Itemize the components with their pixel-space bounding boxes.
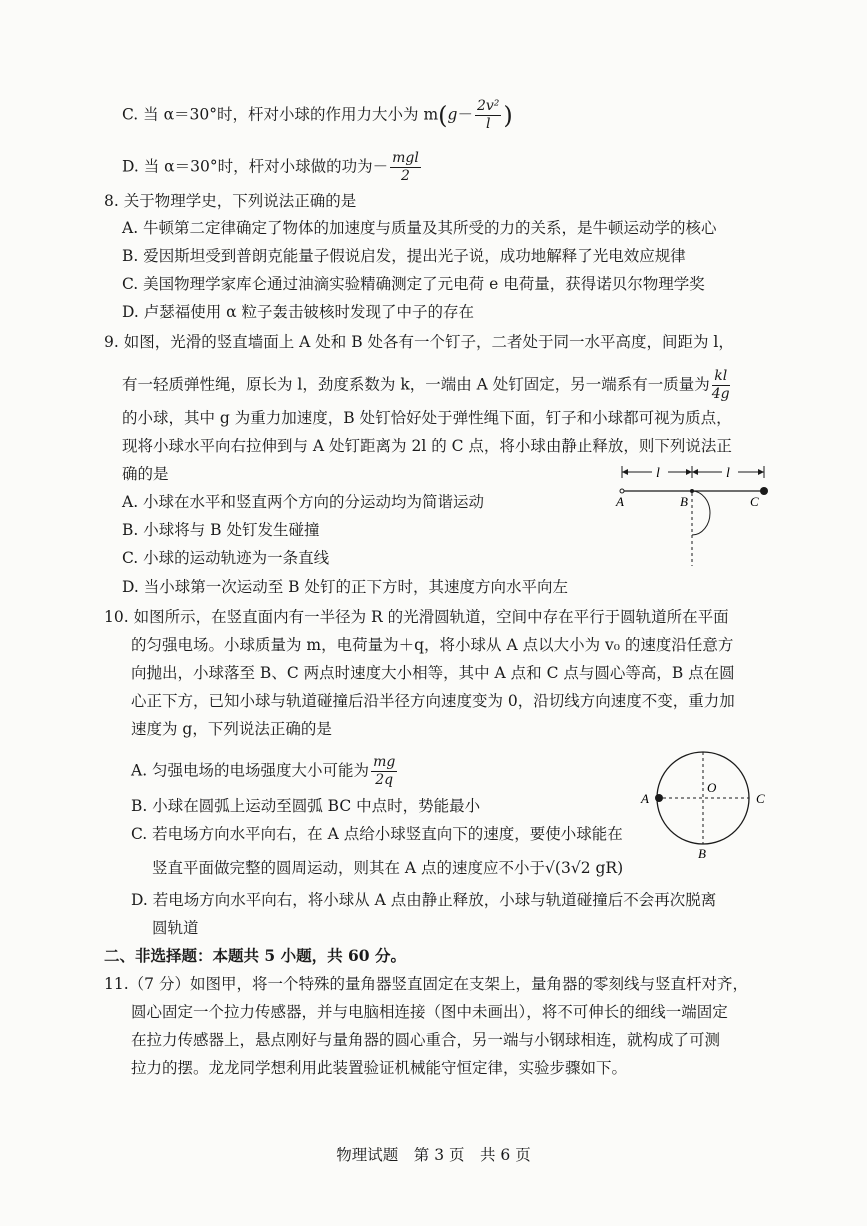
q9-stem-line5: 确的是 bbox=[122, 465, 169, 483]
q10-label-c: C bbox=[756, 791, 765, 806]
q7-option-c-text: C. 当 α＝30°时，杆对小球的作用力大小为 m bbox=[122, 105, 439, 124]
q9-mass-fraction: $\frac{kl}{4g}$ bbox=[711, 368, 730, 402]
q11-stem-line1: 11.（7 分）如图甲，将一个特殊的量角器竖直固定在支架上，量角器的零刻线与竖直杆对齐， bbox=[104, 975, 748, 993]
q9-arc bbox=[692, 491, 710, 535]
q10-option-d-line2: 圆轨道 bbox=[152, 919, 199, 937]
q10-option-a: A. 匀强电场的电场强度大小可能为 $\frac{mg}{2q}$ bbox=[131, 754, 396, 788]
q8-option-d: D. 卢瑟福使用 α 粒子轰击铍核时发现了中子的存在 bbox=[122, 303, 475, 321]
q7-option-c: C. 当 α＝30°时，杆对小球的作用力大小为 m(g－ $\frac{\text{2v²}}{l}$ ) bbox=[122, 98, 513, 132]
q10-stem-line4: 心正下方，已知小球与轨道碰撞后沿半径方向速度变为 0，沿切线方向速度不变，重力加 bbox=[131, 692, 735, 710]
q8-option-c: C. 美国物理学家库仑通过油滴实验精确测定了元电荷 e 电荷量，获得诺贝尔物理学奖 bbox=[122, 275, 705, 293]
q10-stem-line1: 10. 如图所示，在竖直面内有一半径为 R 的光滑圆轨道，空间中存在平行于圆轨道所在平面 bbox=[104, 608, 729, 626]
q9-label-b: B bbox=[680, 494, 688, 509]
q10-stem-line2: 的匀强电场。小球质量为 m，电荷量为＋q，将小球从 A 点以大小为 v₀ 的速度沿任意方 bbox=[131, 636, 734, 654]
q11-stem-line4: 拉力的摆。龙龙同学想利用此装置验证机械能守恒定律，实验步骤如下。 bbox=[131, 1059, 628, 1077]
q8-option-a: A. 牛顿第二定律确定了物体的加速度与质量及其所受的力的关系，是牛顿运动学的核心 bbox=[122, 219, 717, 237]
q10-option-c-line1: C. 若电场方向水平向右，在 A 点给小球竖直向下的速度，要使小球能在 bbox=[131, 825, 623, 843]
q10-stem-line5: 速度为 g，下列说法正确的是 bbox=[131, 720, 332, 738]
q9-label-c: C bbox=[750, 494, 759, 509]
q7-option-d bbox=[122, 150, 423, 185]
q9-nail-a bbox=[620, 489, 624, 493]
page-footer: 物理试题 第 3 页 共 6 页 bbox=[336, 1146, 531, 1164]
q9-stem-line2: 有一轻质弹性绳，原长为 l，劲度系数为 k，一端由 A 处钉固定，另一端系有一质量为 $\frac{kl}{4g}$ bbox=[122, 368, 730, 402]
q7-option-d-fraction: $\frac{\text{mgl}}{2}$ bbox=[392, 150, 419, 184]
q10-figure bbox=[638, 740, 778, 865]
q10-option-b: B. 小球在圆弧上运动至圆弧 BC 中点时，势能最小 bbox=[131, 797, 481, 815]
q9-option-a: A. 小球在水平和竖直两个方向的分运动均为简谐运动 bbox=[122, 493, 485, 511]
q11-stem-line3: 在拉力传感器上，悬点刚好与量角器的圆心重合，另一端与小钢球相连，就构成了可测 bbox=[131, 1031, 721, 1049]
q9-option-b: B. 小球将与 B 处钉发生碰撞 bbox=[122, 521, 320, 539]
q9-stem-line4: 现将小球水平向右拉伸到与 A 处钉距离为 2l 的 C 点，将小球由静止释放，则下列说法正 bbox=[122, 437, 732, 455]
q9-dim-label-2: l bbox=[726, 466, 730, 481]
q10-option-a-fraction: $\frac{mg}{2q}$ bbox=[373, 754, 396, 788]
q9-option-d: D. 当小球第一次运动至 B 处钉的正下方时，其速度方向水平向左 bbox=[122, 578, 568, 596]
q10-option-d-line1: D. 若电场方向水平向右，将小球从 A 点由静止释放，小球与轨道碰撞后不会再次脱离 bbox=[131, 891, 717, 909]
q8-option-b: B. 爱因斯坦受到普朗克能量子假说启发，提出光子说，成功地解释了光电效应规律 bbox=[122, 247, 686, 265]
q9-ball bbox=[760, 487, 768, 495]
q11-stem-line2: 圆心固定一个拉力传感器，并与电脑相连接（图中未画出），将不可伸长的细线一端固定 bbox=[131, 1003, 728, 1021]
q9-label-a: A bbox=[616, 494, 624, 509]
q10-ball bbox=[655, 794, 663, 802]
q9-option-c: C. 小球的运动轨迹为一条直线 bbox=[122, 549, 330, 567]
q10-option-c-line2: 竖直平面做完整的圆周运动，则其在 A 点的速度应不小于√(3√2 gR) bbox=[152, 859, 624, 877]
q10-label-o: O bbox=[707, 780, 717, 795]
q7-option-d-text: D. 当 α＝30°时，杆对小球做的功为－ bbox=[122, 157, 389, 176]
q10-label-a: A bbox=[641, 791, 649, 806]
q9-figure bbox=[612, 462, 782, 572]
q10-label-b: B bbox=[698, 846, 706, 861]
q7-option-c-fraction: $\frac{\text{2v²}}{l}$ bbox=[476, 98, 500, 132]
q10-stem-line3: 向抛出，小球落至 B、C 两点时速度大小相等，其中 A 点和 C 点与圆心等高，B 点在圆 bbox=[131, 664, 735, 682]
section-2-heading: 二、非选择题：本题共 5 小题，共 60 分。 bbox=[104, 946, 406, 965]
q9-stem-line1: 9. 如图，光滑的竖直墙面上 A 处和 B 处各有一个钉子，二者处于同一水平高度，间距为 l， bbox=[104, 333, 734, 351]
q9-dim-label-1: l bbox=[656, 466, 660, 481]
q9-stem-line3: 的小球，其中 g 为重力加速度，B 处钉恰好处于弹性绳下面，钉子和小球都可视为质点， bbox=[122, 409, 732, 427]
q8-stem: 8. 关于物理学史，下列说法正确的是 bbox=[104, 192, 357, 210]
